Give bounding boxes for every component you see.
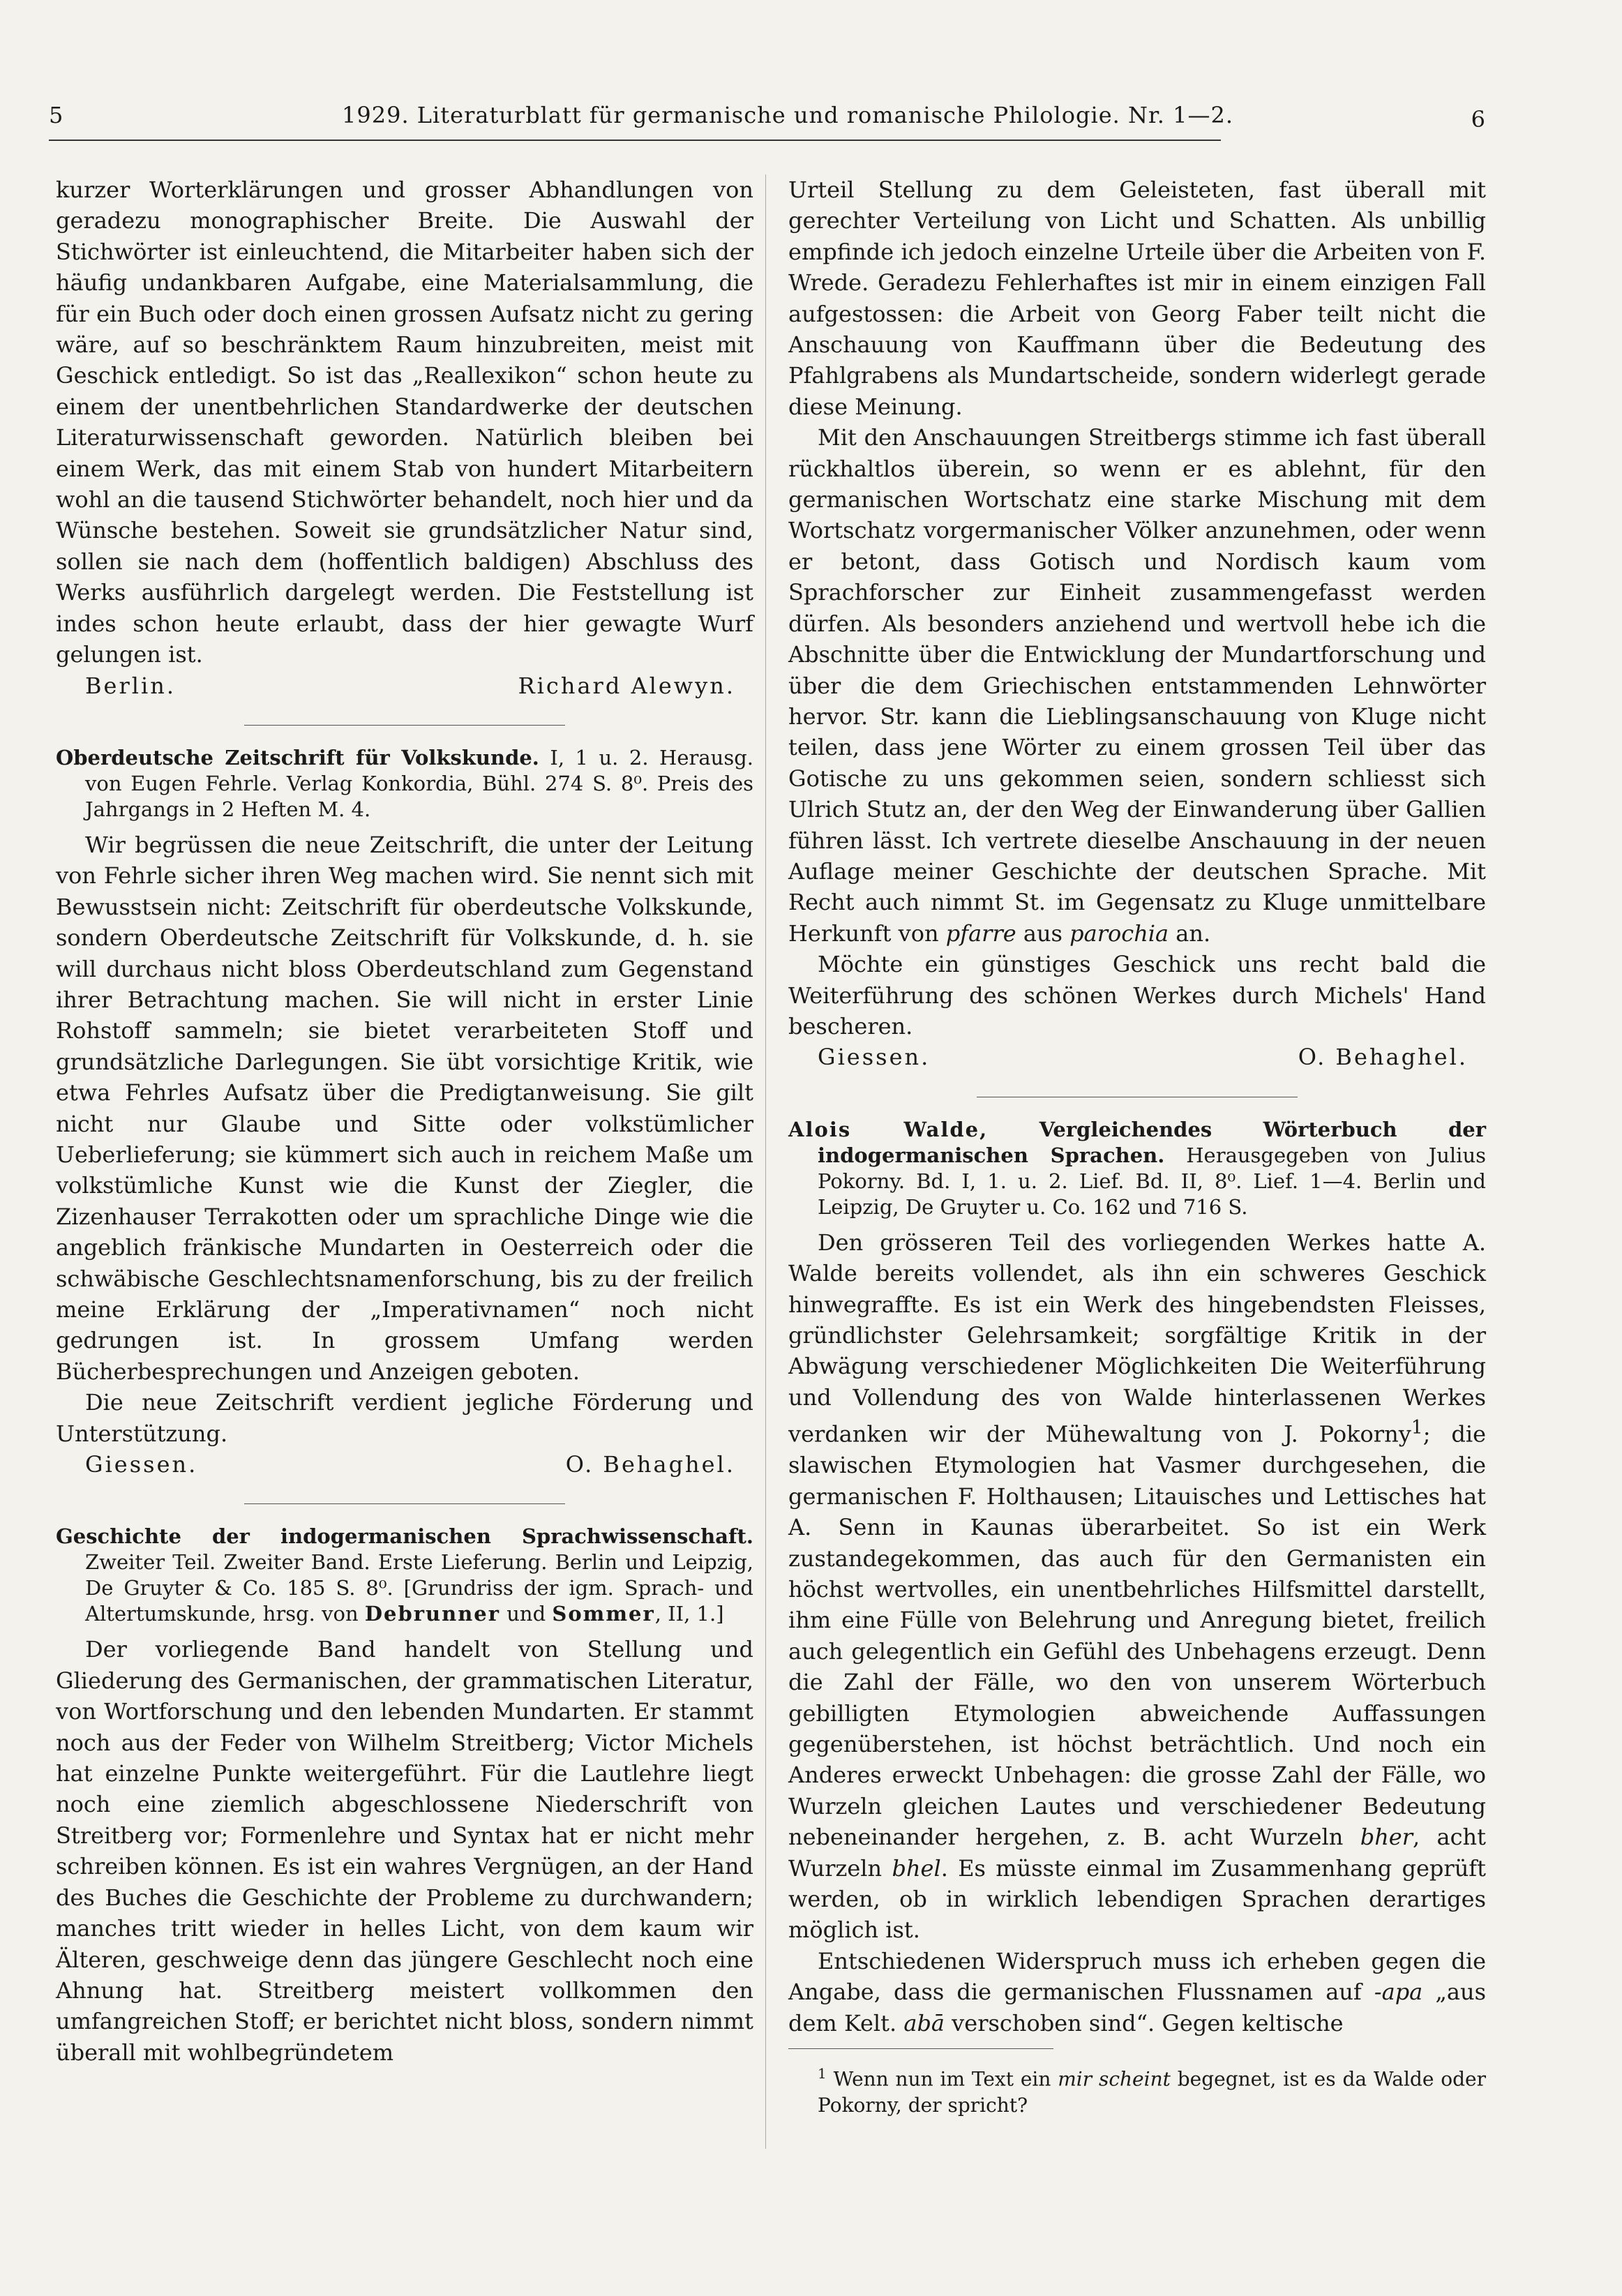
italic-term: bher bbox=[1360, 1824, 1413, 1851]
right-column bbox=[788, 174, 1486, 2119]
text-run: , acht Wurzeln bbox=[788, 1824, 1487, 1882]
bib-editor: Debrunner bbox=[364, 1602, 501, 1626]
bibliographic-entry bbox=[56, 745, 753, 823]
signature-place: Giessen. bbox=[85, 1451, 198, 1478]
bib-details: Herausgegeben von Julius Pokorny. Bd. I, 1. u. 2. Lief. Bd. II, 8⁰. Lief. 1—4. Berlin und Leipzig, De Gruyter u. Co. 162 und 716 S. bbox=[818, 1143, 1487, 1219]
footnote-rule bbox=[788, 2048, 1053, 2049]
signature bbox=[56, 1449, 753, 1480]
italic-term: parochia bbox=[1069, 920, 1169, 947]
bib-details: Zweiter Teil. Zweiter Band. Erste Lieferung. Berlin und Leipzig, De Gruyter & Co. 185 S. 8⁰. [Grundriss der igm. Sprach- und Altertumskunde, hrsg. von bbox=[85, 1550, 753, 1626]
bib-title: Oberdeutsche Zeitschrift für Volkskunde. bbox=[56, 745, 539, 770]
section-separator bbox=[244, 1503, 565, 1504]
signature bbox=[788, 1042, 1486, 1072]
text-run: . Es müsste einmal im Zusammenhang geprüft werden, ob in wirklich lebendigen Sprachen derartiges möglich ist. bbox=[788, 1854, 1487, 1944]
signature bbox=[56, 670, 753, 701]
column-divider bbox=[765, 174, 766, 2149]
bib-conjunction: und bbox=[500, 1602, 553, 1626]
text-run: Den grösseren Teil des vorliegenden Werkes hatte A. Walde bereits vollendet, als ihn ein schweres Geschick hinwegraffte. Es ist ein Werk des hingebendsten Fleisses, gründlichster Gelehrsamkeit; sorgfältige Kritik in der Abwägung verschiedener Möglichkeiten Die Weiterführung und Vollendung des von Walde hinterlassenen Werkes verdanken wir der Mühewaltung von J. Pokorny bbox=[788, 1229, 1486, 1448]
review-text: Urteil Stellung zu dem Geleisteten, fast überall mit gerechter Verteilung von Licht und Schatten. Als unbillig empfinde ich jedoch einzelne Urteile über die Arbeiten von F. Wrede. Geradezu Fehlerhaftes ist mir in einem einzigen Fall aufgestossen: die Arbeit von Georg Faber teilt nicht die Anschauung von Kauffmann über die Bedeutung des Pfahlgrabens als Mundartscheide, sondern widerlegt gerade diese Meinung. bbox=[788, 177, 1486, 420]
italic-term: pfarre bbox=[945, 920, 1016, 947]
signature-author: Richard Alewyn. bbox=[518, 672, 735, 699]
text-run: aus bbox=[1016, 920, 1070, 947]
bib-title: Geschichte der indogermanischen Sprachwissenschaft. bbox=[56, 1524, 753, 1549]
bib-title: Vergleichendes Wörterbuch der indogermanischen Sprachen. bbox=[818, 1117, 1486, 1167]
left-column bbox=[56, 174, 753, 2068]
text-run: verschoben sind“. Gegen keltische bbox=[945, 2009, 1344, 2036]
footnote-number: 1 bbox=[818, 2065, 827, 2082]
italic-term: mir scheint bbox=[1058, 2067, 1171, 2091]
review-text: Möchte ein günstiges Geschick uns recht bald die Weiterführung des schönen Werkes durch Michels' Hand bescheren. bbox=[788, 951, 1486, 1040]
italic-term: -apa bbox=[1374, 1979, 1423, 2006]
review-text: Der vorliegende Band handelt von Stellung und Gliederung des Germanischen, der grammatischen Literatur, von Wortforschung und den lebenden Mundarten. Er stammt noch aus der Feder von Wilhelm Streitberg; Victor Michels hat einzelne Punkte weitergeführt. Für die Lautlehre liegt noch eine ziemlich abgeschlossene Niederschrift von Streitberg vor; Formenlehre und Syntax hat er nicht mehr schreiben können. Es ist ein wahres Vergnügen, an der Hand des Buches die Geschichte der Probleme zu durchwandern; manches tritt wieder in helles Licht, von dem kaum wir Älteren, geschweige denn das jüngere Geschlecht noch eine Ahnung hat. Streitberg meistert vollkommen den umfangreichen Stoff; er berichtet nicht bloss, sondern nimmt überall mit wohlbegründetem bbox=[56, 1636, 753, 2066]
footnote bbox=[788, 2060, 1486, 2119]
section-separator bbox=[244, 725, 565, 726]
text-run: an. bbox=[1169, 920, 1211, 947]
bib-author: Alois Walde, bbox=[788, 1117, 989, 1141]
signature-place: Berlin. bbox=[85, 672, 176, 699]
bib-details-end: , II, 1.] bbox=[654, 1602, 724, 1626]
text-run: Entschiedenen Widerspruch muss ich erheben gegen die Angabe, dass die germanischen Flussnamen auf bbox=[788, 1947, 1486, 2006]
page-number-left: 5 bbox=[49, 102, 64, 128]
text-run: Mit den Anschauungen Streitbergs stimme ich fast überall rückhaltlos überein, so wenn er es ablehnt, für den germanischen Wortschatz eine starke Mischung mit dem Wortschatz vorgermanischer Völker anzunehmen, oder wenn er betont, dass Gotisch und Nordisch kaum vom Sprachforscher zur Einheit zusammengefasst werden dürfen. Als besonders anziehend und wertvoll hebe ich die Abschnitte über die Entwicklung der Mundartforschung und über die dem Griechischen entstammenden Lehnwörter hervor. Str. kann die Lieblingsanschauung von Kluge nicht teilen, dass jene Wörter zu einem grossen Teil über das Gotische zu uns gekommen seien, sondern schliesst sich Ulrich Stutz an, der den Weg der Einwanderung über Gallien führen lässt. Ich vertrete dieselbe Anschauung in der neuen Auflage meiner Geschichte der deutschen Sprache. Mit Recht auch nimmt St. im Gegensatz zu Kluge unmittelbare Herkunft von bbox=[788, 424, 1486, 947]
review-text bbox=[788, 422, 1486, 949]
text-run: ; die slawischen Etymologien hat Vasmer durchgesehen, die germanischen F. Holthausen; Litauisches und Lettisches hat A. Senn in Kaunas überarbeitet. So ist ein Werk zustandegekommen, das auch für den Germanisten ein höchst wertvolles, ein unentbehrliches Hilfsmittel darstellt, ihm eine Fülle von Belehrung und Anregung bietet, freilich auch gelegentlich ein Gefühl des Unbehagens erzeugt. Denn die Zahl der Fälle, wo den von unserem Wörterbuch gebilligten Etymologien abweichende Auffassungen gegenüberstehen, ist höchst beträchtlich. Und noch ein Anderes erweckt Unbehagen: die grosse Zahl der Fälle, wo Wurzeln gleichen Lautes und verschiedener Bedeutung nebeneinander hergehen, z. B. acht Wurzeln bbox=[788, 1420, 1487, 1851]
bibliographic-entry bbox=[788, 1117, 1486, 1220]
review-text bbox=[788, 1227, 1486, 1946]
italic-term: bhel bbox=[892, 1854, 941, 1882]
signature-author: O. Behaghel. bbox=[565, 1451, 735, 1478]
bib-editor: Sommer bbox=[552, 1602, 655, 1626]
footnote-marker: 1 bbox=[1411, 1417, 1423, 1439]
review-text: Die neue Zeitschrift verdient jegliche Förderung und Unterstützung. bbox=[56, 1389, 753, 1447]
review-text: Wir begrüssen die neue Zeitschrift, die unter der Leitung von Fehrle sicher ihren Weg machen wird. Sie nennt sich mit Bewusstsein nicht: Zeitschrift für oberdeutsche Volkskunde, sondern Oberdeutsche Zeitschrift für Volkskunde, d. h. sie will durchaus nicht bloss Oberdeutschland zum Gegenstand ihrer Betrachtung machen. Sie will nicht in erster Linie Rohstoff sammeln; sie bietet verarbeiteten Stoff und grundsätzliche Darlegungen. Sie übt vorsichtige Kritik, wie etwa Fehrles Aufsatz über die Predigtanweisung. Sie gilt nicht nur Glaube und Sitte oder volkstümlicher Ueberlieferung; sie kümmert sich auch in reichem Maße um volkstümliche Kunst wie die Kunst der Ziegler, die Zizenhauser Terrakotten oder um sprachliche Dinge wie die angeblich fränkische Mundarten in Oesterreich oder die schwäbische Geschlechtsnamenforschung, bis zu der freilich meine Erklärung der „Imperativnamen“ noch nicht gedrungen ist. In grossem Umfang werden Bücherbesprechungen und Anzeigen geboten. bbox=[56, 831, 753, 1385]
review-text bbox=[788, 1946, 1486, 2039]
signature-author: O. Behaghel. bbox=[1298, 1044, 1468, 1071]
text-run: „aus dem Kelt. bbox=[788, 1979, 1486, 2036]
text-run: begegnet, ist es da Walde oder Pokorny, der spricht? bbox=[818, 2067, 1486, 2117]
journal-title: 1929. Literaturblatt für germanische und romanische Philologie. Nr. 1—2. bbox=[342, 102, 1234, 128]
page-number-right: 6 bbox=[1471, 106, 1486, 133]
header-rule bbox=[49, 140, 1221, 141]
bib-details: I, 1 u. 2. Herausg. von Eugen Fehrle. Verlag Konkordia, Bühl. 274 S. 8⁰. Preis des Jahrgangs in 2 Heften M. 4. bbox=[85, 745, 753, 821]
signature-place: Giessen. bbox=[818, 1044, 931, 1071]
review-text: kurzer Worterklärungen und grosser Abhandlungen von geradezu monographischer Breite. Die Auswahl der Stichwörter ist einleuchtend, die Mitarbeiter haben sich der häufig undankbaren Aufgabe, eine Materialsammlung, die für ein Buch oder doch einen grossen Aufsatz nicht zu gering wäre, auf so beschränktem Raum hinzubreiten, meist mit Geschick entledigt. So ist das „Reallexikon“ schon heute zu einem der unentbehrlichen Standardwerke der deutschen Literaturwissenschaft geworden. Natürlich bleiben bei einem Werk, das mit einem Stab von hundert Mitarbeitern wohl an die tausend Stichwörter behandelt, noch hier und da Wünsche bestehen. Soweit sie grundsätzlicher Natur sind, sollen sie nach dem (hoffentlich baldigen) Abschluss des Werks ausführlich dargelegt werden. Die Feststellung ist indes schon heute erlaubt, dass der hier gewagte Wurf gelungen ist. bbox=[56, 177, 753, 668]
text-run: Wenn nun im Text ein bbox=[826, 2067, 1058, 2091]
bibliographic-entry bbox=[56, 1524, 753, 1627]
italic-term: abā bbox=[903, 2009, 945, 2036]
